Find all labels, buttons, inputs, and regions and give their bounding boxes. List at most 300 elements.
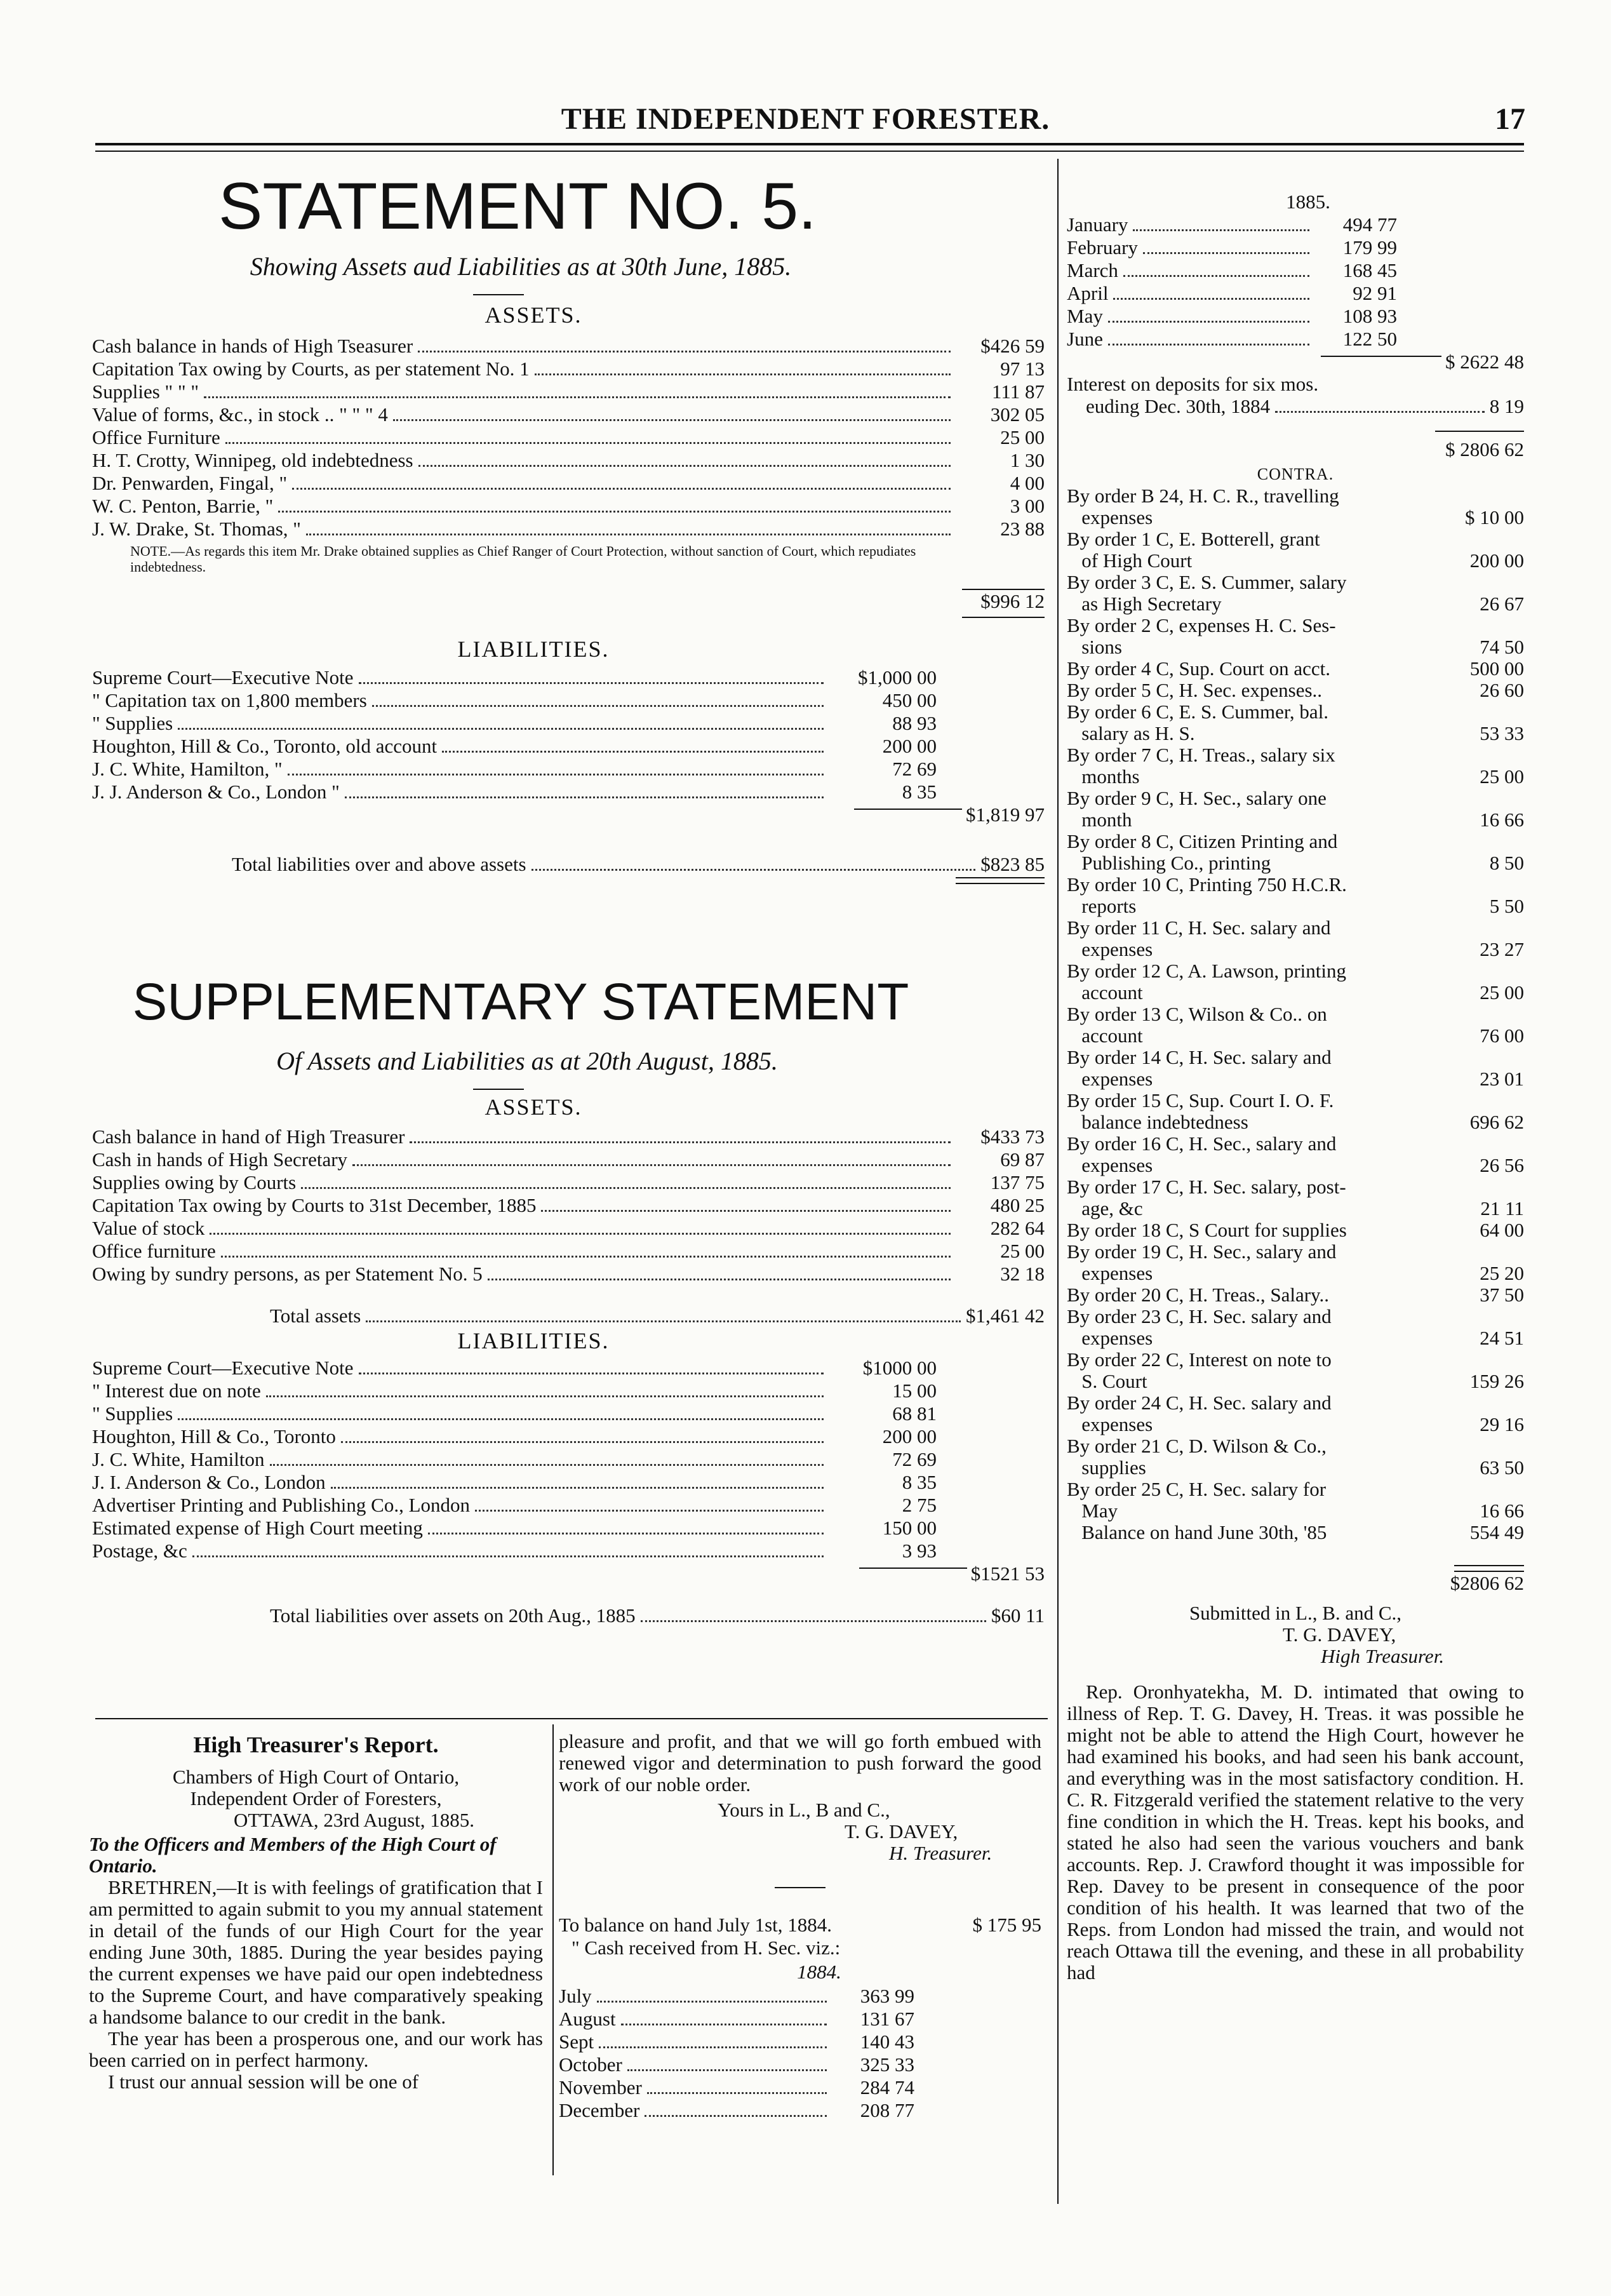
order-row	[1067, 982, 1524, 1004]
order-text: By order 24 C, H. Sec. salary and	[1067, 1392, 1332, 1414]
statement-5	[92, 168, 1045, 884]
statement-5-note: NOTE.—As regards this item Mr. Drake obtained supplies as Chief Ranger of Court Protection, without sanction of Court, which repudiates indebtedness.	[130, 543, 916, 575]
dot-leader	[1108, 321, 1309, 323]
supplementary-asset-row-amount: 480 25	[990, 1194, 1045, 1216]
order-row	[1067, 701, 1524, 723]
page-header-title: THE INDEPENDENT FORESTER.	[561, 102, 1050, 136]
order-row	[1067, 1479, 1524, 1500]
supplementary-asset-row-label: Cash balance in hand of High Treasurer	[92, 1125, 405, 1148]
supplementary-liability-row	[92, 1471, 1045, 1494]
supplementary-assets-list	[92, 1125, 1045, 1286]
supplementary-liability-row-label: " Supplies	[92, 1402, 173, 1425]
report-balance-label: To balance on hand July 1st, 1884.	[559, 1914, 832, 1936]
order-amount: 26 60	[1480, 679, 1524, 701]
order-amount	[1445, 1435, 1524, 1457]
supplementary-liability-row	[92, 1494, 1045, 1517]
supplementary-liability-row-label: Supreme Court—Executive Note	[92, 1357, 354, 1379]
order-row	[1067, 766, 1524, 788]
supplementary-asset-row-label: Owing by sundry persons, as per Statement No. 5	[92, 1263, 483, 1285]
receipts-month-row-amount: 108 93	[1342, 305, 1397, 327]
order-text: expenses	[1067, 1263, 1153, 1284]
header-rule	[95, 143, 1524, 145]
supplementary-asset-row-label: Office furniture	[92, 1240, 216, 1262]
order-amount: 37 50	[1480, 1284, 1524, 1306]
order-text: By order 6 C, E. S. Cummer, bal.	[1067, 701, 1329, 723]
supplementary-asset-row-amount: 137 75	[990, 1171, 1045, 1193]
receipts-subtotal: $ 2622 48	[1445, 351, 1524, 373]
receipts-interest-line-1: Interest on deposits for six mos.	[1067, 373, 1319, 395]
order-amount	[1445, 960, 1524, 982]
statement-5-asset-row-label: Office Furniture	[92, 426, 220, 448]
order-amount	[1445, 917, 1524, 939]
statement-5-asset-row-label: Value of forms, &c., in stock .. " " " 4	[92, 403, 388, 426]
dot-leader	[541, 1210, 951, 1212]
report-month-row-amount: 208 77	[860, 2099, 914, 2121]
supplementary-assets-total-label: Total assets	[270, 1305, 361, 1327]
order-amount	[1445, 1479, 1524, 1500]
order-row	[1067, 788, 1524, 809]
order-text: By order 14 C, H. Sec. salary and	[1067, 1047, 1332, 1068]
order-row	[1067, 1004, 1524, 1025]
statement-5-asset-row	[92, 358, 1045, 380]
order-amount: 23 01	[1480, 1068, 1524, 1090]
supplementary-liability-row-amount: 68 81	[892, 1402, 937, 1425]
order-row	[1067, 1241, 1524, 1263]
order-row	[1067, 593, 1524, 615]
statement-5-liability-row	[92, 666, 1045, 689]
dot-leader	[178, 728, 824, 730]
statement-5-asset-row-label: W. C. Penton, Barrie, "	[92, 495, 274, 517]
order-row	[1067, 1457, 1524, 1479]
supplementary-liability-row-label: Houghton, Hill & Co., Toronto	[92, 1425, 336, 1447]
supplementary-liability-row-label: Postage, &c	[92, 1540, 187, 1562]
report-column-1	[89, 1731, 543, 2093]
supplementary-liability-row-label: Estimated expense of High Court meeting	[92, 1517, 423, 1539]
statement-5-asset-row-amount: 4 00	[1010, 472, 1045, 494]
order-amount: 25 00	[1480, 765, 1524, 788]
order-row	[1067, 615, 1524, 636]
dot-leader	[1108, 344, 1309, 346]
order-text: By order 1 C, E. Botterell, grant	[1067, 528, 1320, 550]
order-amount	[1445, 1306, 1524, 1327]
column-divider	[1057, 159, 1059, 2204]
report-address-1: Chambers of High Court of Ontario,	[172, 1766, 460, 1788]
order-row	[1067, 485, 1524, 507]
supplementary-liability-row	[92, 1357, 1045, 1380]
statement-5-asset-row-label: J. W. Drake, St. Thomas, "	[92, 518, 301, 540]
order-amount: 64 00	[1480, 1219, 1524, 1241]
supplementary-liability-row-amount: $1000 00	[862, 1357, 937, 1379]
report-month-row	[559, 2099, 914, 2122]
statement-5-asset-row-label: H. T. Crotty, Winnipeg, old indebtedness	[92, 449, 413, 471]
order-row	[1067, 1263, 1524, 1284]
report-body-3: I trust our annual session will be one of	[108, 2071, 419, 2093]
receipts-column	[1067, 191, 1524, 1984]
order-row	[1067, 528, 1524, 550]
order-row	[1067, 852, 1524, 874]
dot-leader	[331, 1487, 824, 1489]
dot-leader	[599, 2046, 827, 2048]
statement-5-liability-row	[92, 735, 1045, 758]
dot-leader	[345, 796, 824, 798]
supplementary-liability-row-amount: 3 93	[902, 1540, 937, 1562]
order-row	[1067, 658, 1524, 680]
order-text: supplies	[1067, 1457, 1146, 1479]
order-amount	[1445, 1133, 1524, 1155]
supplementary-asset-row-amount: 69 87	[1000, 1148, 1045, 1171]
supplementary-asset-row	[92, 1171, 1045, 1194]
report-column-2	[559, 1731, 1041, 2122]
order-text: By order 17 C, H. Sec. salary, post-	[1067, 1176, 1346, 1198]
dot-leader	[270, 1464, 824, 1466]
dot-leader	[301, 1187, 951, 1189]
order-text: By order B 24, H. C. R., travelling	[1067, 485, 1339, 507]
order-text: salary as H. S.	[1067, 723, 1195, 744]
order-amount	[1445, 1241, 1524, 1263]
order-row	[1067, 1111, 1524, 1133]
order-amount: 554 49	[1469, 1521, 1524, 1543]
order-amount	[1445, 1047, 1524, 1068]
order-amount	[1445, 744, 1524, 766]
dot-leader	[1143, 252, 1309, 254]
short-rule	[775, 1887, 826, 1888]
order-amount: 26 67	[1480, 593, 1524, 615]
order-amount: 29 16	[1480, 1413, 1524, 1435]
dot-leader	[359, 682, 824, 684]
order-amount	[1445, 831, 1524, 852]
order-text: By order 16 C, H. Sec., salary and	[1067, 1133, 1337, 1155]
statement-5-liability-row	[92, 758, 1045, 781]
receipts-month-row	[1067, 259, 1397, 282]
total-rule	[1435, 431, 1524, 432]
supplementary-liability-row-amount: 15 00	[892, 1380, 937, 1402]
receipts-total: $ 2806 62	[1445, 438, 1524, 460]
order-row	[1067, 550, 1524, 572]
supplementary-asset-row	[92, 1125, 1045, 1148]
order-text: By order 7 C, H. Treas., salary six	[1067, 744, 1335, 766]
order-text: of High Court	[1067, 550, 1193, 572]
order-amount	[1445, 1349, 1524, 1371]
statement-5-asset-row-amount: 97 13	[1000, 358, 1045, 380]
dot-leader	[535, 373, 951, 375]
supplementary-asset-row-amount: 282 64	[990, 1217, 1045, 1239]
supplementary-liabilities-list	[92, 1357, 1045, 1562]
statement-5-liability-row	[92, 712, 1045, 735]
report-address-2: Independent Order of Foresters,	[190, 1787, 442, 1809]
order-row	[1067, 1327, 1524, 1349]
dot-leader	[645, 2115, 827, 2117]
dot-leader	[627, 2069, 827, 2071]
order-row	[1067, 572, 1524, 593]
statement-5-asset-row	[92, 449, 1045, 472]
supplementary-liability-row-label: Advertiser Printing and Publishing Co., London	[92, 1494, 471, 1516]
supplementary-liability-row-amount: 200 00	[882, 1425, 937, 1447]
order-text: By order 12 C, A. Lawson, printing	[1067, 960, 1346, 982]
order-row	[1067, 809, 1524, 831]
order-row	[1067, 831, 1524, 852]
dot-leader	[410, 1141, 951, 1143]
order-text: By order 19 C, H. Sec., salary and	[1067, 1241, 1337, 1263]
receipts-month-row-label: January	[1067, 213, 1128, 236]
double-rule	[1454, 1565, 1524, 1572]
receipts-months-list	[1067, 213, 1397, 351]
statement-5-asset-row	[92, 403, 1045, 426]
supplementary-asset-row	[92, 1263, 1045, 1286]
report-month-row	[559, 2008, 914, 2031]
supplementary-liability-row-amount: 8 35	[902, 1471, 937, 1493]
order-row	[1067, 1219, 1524, 1241]
receipts-signer-title: High Treasurer.	[1321, 1645, 1445, 1667]
order-text: expenses	[1067, 507, 1153, 528]
short-rule	[473, 1089, 524, 1090]
supplementary-liability-row	[92, 1448, 1045, 1471]
statement-5-liability-row-label: J. J. Anderson & Co., London "	[92, 781, 340, 803]
supplementary-asset-row-label: Capitation Tax owing by Courts to 31st December, 1885	[92, 1194, 537, 1216]
supplementary-assets-heading: ASSETS.	[485, 1094, 582, 1120]
report-month-row-label: Sept	[559, 2031, 594, 2053]
order-row	[1067, 1090, 1524, 1111]
supplementary-excess-label: Total liabilities over assets on 20th Aug., 1885	[270, 1604, 636, 1627]
report-address-3: OTTAWA, 23rd August, 1885.	[233, 1809, 475, 1831]
supplementary-title: SUPPLEMENTARY STATEMENT	[132, 973, 909, 1031]
dot-leader	[204, 396, 951, 398]
order-text: balance indebtedness	[1067, 1111, 1248, 1133]
report-signer-title: H. Treasurer.	[889, 1842, 993, 1864]
order-row	[1067, 680, 1524, 701]
supplementary-liabilities-total: $1521 53	[970, 1562, 1045, 1585]
statement-5-excess-amount: $823 85	[980, 853, 1045, 875]
dot-leader	[393, 419, 951, 421]
receipts-month-row-amount: 92 91	[1353, 282, 1397, 304]
supplementary-liability-row	[92, 1425, 1045, 1448]
supplementary-statement	[92, 972, 1045, 1627]
order-text: By order 23 C, H. Sec. salary and	[1067, 1306, 1332, 1327]
order-text: By order 4 C, Sup. Court on acct.	[1067, 658, 1331, 680]
order-text: account	[1067, 1025, 1143, 1047]
statement-5-excess-label: Total liabilities over and above assets	[232, 853, 526, 875]
order-amount	[1445, 874, 1524, 896]
order-amount	[1445, 1004, 1524, 1025]
order-text: By order 18 C, S Court for supplies	[1067, 1219, 1347, 1241]
order-row	[1067, 1176, 1524, 1198]
statement-5-liability-row-label: " Capitation tax on 1,800 members	[92, 689, 367, 711]
order-row	[1067, 1068, 1524, 1090]
supplementary-liability-row-label: J. I. Anderson & Co., London	[92, 1471, 326, 1493]
report-month-row	[559, 2076, 914, 2099]
receipts-orders-list	[1067, 485, 1524, 1543]
receipts-month-row-label: March	[1067, 259, 1118, 281]
receipts-month-row	[1067, 305, 1397, 328]
order-row	[1067, 1500, 1524, 1522]
order-text: reports	[1067, 896, 1137, 917]
statement-5-liability-row-amount: 8 35	[902, 781, 937, 803]
supplementary-liability-row-label: " Interest due on note	[92, 1380, 261, 1402]
report-month-row-label: November	[559, 2076, 642, 2098]
statement-5-liability-row-amount: 72 69	[892, 758, 937, 780]
dot-leader	[1133, 229, 1309, 231]
report-col2-body: pleasure and profit, and that we will go forth embued with renewed vigor and determination to push forward the good work of our noble order.	[559, 1730, 1041, 1796]
report-heading: High Treasurer's Report.	[193, 1732, 439, 1757]
order-text: May	[1067, 1500, 1118, 1522]
order-amount	[1445, 788, 1524, 809]
supplementary-excess-amount: $60 11	[991, 1604, 1045, 1627]
statement-5-liabilities-list	[92, 666, 1045, 803]
dot-leader	[359, 1373, 824, 1374]
dot-leader	[597, 2001, 827, 2003]
statement-5-liability-row-label: " Supplies	[92, 712, 173, 734]
dot-leader	[210, 1233, 951, 1235]
statement-5-asset-row-label: Cash balance in hands of High Tseasurer	[92, 335, 413, 357]
dot-leader	[647, 2092, 827, 2094]
order-row	[1067, 1284, 1524, 1306]
order-text: age, &c	[1067, 1198, 1143, 1219]
order-row	[1067, 1198, 1524, 1219]
order-text: By order 9 C, H. Sec., salary one	[1067, 788, 1327, 809]
report-months-list	[559, 1985, 914, 2122]
order-text: By order 2 C, expenses H. C. Ses-	[1067, 615, 1336, 636]
report-month-row-label: July	[559, 1985, 592, 2007]
statement-5-liability-row-amount: 200 00	[882, 735, 937, 757]
order-row	[1067, 1414, 1524, 1435]
receipts-signer: T. G. DAVEY,	[1283, 1623, 1396, 1646]
statement-5-asset-row	[92, 426, 1045, 449]
order-text: By order 13 C, Wilson & Co.. on	[1067, 1004, 1327, 1025]
dot-leader	[266, 1395, 824, 1397]
statement-5-asset-row-amount: 3 00	[1010, 495, 1045, 517]
report-month-row	[559, 2053, 914, 2076]
order-amount: 63 50	[1480, 1456, 1524, 1479]
order-amount: 200 00	[1469, 549, 1524, 572]
supplementary-liability-row	[92, 1517, 1045, 1540]
statement-5-liability-row-label: J. C. White, Hamilton, "	[92, 758, 283, 780]
order-row	[1067, 1306, 1524, 1327]
header-rule-2	[95, 151, 1524, 152]
order-amount	[1445, 1176, 1524, 1198]
statement-5-asset-row	[92, 380, 1045, 403]
order-row	[1067, 896, 1524, 917]
statement-5-asset-row-amount: 1 30	[1010, 449, 1045, 471]
order-text: month	[1067, 809, 1132, 831]
report-month-row-label: August	[559, 2008, 616, 2030]
dot-leader	[192, 1555, 824, 1557]
statement-5-asset-row	[92, 335, 1045, 358]
dot-leader	[221, 1256, 951, 1258]
order-text: By order 11 C, H. Sec. salary and	[1067, 917, 1331, 939]
order-amount	[1445, 701, 1524, 723]
order-amount: 8 50	[1489, 852, 1524, 874]
receipts-month-row-label: April	[1067, 282, 1109, 304]
order-row	[1067, 1349, 1524, 1371]
order-text: sions	[1067, 636, 1122, 658]
order-row	[1067, 723, 1524, 744]
receipts-month-row	[1067, 236, 1397, 259]
receipts-month-row-amount: 179 99	[1342, 236, 1397, 258]
supplementary-asset-row	[92, 1217, 1045, 1240]
receipts-final-total: $2806 62	[1450, 1572, 1524, 1594]
order-amount: 25 00	[1480, 981, 1524, 1004]
report-cash-label: " Cash received from H. Sec. viz.:	[572, 1937, 841, 1959]
statement-5-asset-row-label: Capitation Tax owing by Courts, as per statement No. 1	[92, 358, 530, 380]
order-text: By order 25 C, H. Sec. salary for	[1067, 1479, 1327, 1500]
dot-leader	[278, 511, 951, 513]
dot-leader	[488, 1279, 951, 1280]
report-month-row-amount: 325 33	[860, 2053, 914, 2076]
statement-5-liability-row-amount: 88 93	[892, 712, 937, 734]
supplementary-assets-total: $1,461 42	[966, 1305, 1045, 1327]
report-month-row-amount: 140 43	[860, 2031, 914, 2053]
order-row	[1067, 1047, 1524, 1068]
supplementary-liability-row	[92, 1402, 1045, 1425]
dot-leader	[418, 465, 951, 467]
order-text: By order 15 C, Sup. Court I. O. F.	[1067, 1090, 1334, 1111]
statement-5-title: STATEMENT NO. 5.	[218, 170, 817, 243]
double-rule	[956, 877, 1045, 884]
receipts-year: 1885.	[1286, 191, 1330, 213]
report-year: 1884.	[797, 1961, 841, 1983]
receipts-month-row-amount: 122 50	[1342, 328, 1397, 350]
supplementary-liability-row	[92, 1380, 1045, 1402]
short-rule	[473, 294, 524, 295]
dot-leader	[418, 351, 951, 352]
statement-5-liabilities-total: $1,819 97	[966, 803, 1045, 826]
order-text: S. Court	[1067, 1371, 1147, 1392]
order-row	[1067, 1025, 1524, 1047]
statement-5-liability-row	[92, 781, 1045, 803]
report-salutation: To the Officers and Members of the High Court of Ontario.	[89, 1833, 497, 1877]
order-row	[1067, 1133, 1524, 1155]
order-amount: 16 66	[1480, 1500, 1524, 1522]
order-text: as High Secretary	[1067, 593, 1222, 615]
order-text: By order 10 C, Printing 750 H.C.R.	[1067, 874, 1347, 896]
order-amount: 696 62	[1469, 1111, 1524, 1133]
order-text: By order 5 C, H. Sec. expenses..	[1067, 680, 1323, 701]
supplementary-liability-row-amount: 2 75	[902, 1494, 937, 1516]
report-month-row-amount: 363 99	[860, 1985, 914, 2007]
report-month-row-label: October	[559, 2053, 622, 2076]
report-balance-amount: $ 175 95	[972, 1914, 1041, 1936]
statement-5-asset-row	[92, 518, 1045, 540]
statement-5-liability-row-amount: 450 00	[882, 689, 937, 711]
supplementary-asset-row-amount: 32 18	[1000, 1263, 1045, 1285]
receipts-contra: CONTRA.	[1257, 465, 1334, 483]
dot-leader	[352, 1164, 951, 1166]
order-text: expenses	[1067, 1155, 1153, 1176]
order-amount: 53 33	[1480, 722, 1524, 744]
receipts-month-row-amount: 168 45	[1342, 259, 1397, 281]
statement-5-asset-row-label: Supplies " " "	[92, 380, 199, 403]
statement-5-liabilities-heading: LIABILITIES.	[457, 636, 610, 662]
order-row	[1067, 939, 1524, 960]
dot-leader	[292, 488, 951, 490]
supplementary-asset-row-label: Cash in hands of High Secretary	[92, 1148, 348, 1171]
supplementary-asset-row-label: Supplies owing by Courts	[92, 1171, 297, 1193]
receipts-month-row	[1067, 328, 1397, 351]
report-month-row	[559, 2031, 914, 2053]
order-amount: 16 66	[1480, 809, 1524, 831]
order-text: By order 22 C, Interest on note to	[1067, 1349, 1332, 1371]
order-amount	[1445, 1392, 1524, 1414]
dot-leader	[475, 1510, 824, 1512]
supplementary-subtitle: Of Assets and Liabilities as at 20th August, 1885.	[276, 1047, 778, 1075]
order-amount: 23 27	[1480, 938, 1524, 960]
order-amount	[1445, 572, 1524, 593]
order-amount: 5 50	[1489, 895, 1524, 917]
dot-leader	[428, 1533, 824, 1534]
order-row	[1067, 1371, 1524, 1392]
right-bottom-text: Rep. Oronhyatekha, M. D. intimated that owing to illness of Rep. T. G. Davey, H. Treas. it was possible he might not be able to attend the High Court, however he had examined his books, and had seen his bank account, and everything was in the most satisfactory condition. H. C. R. Fitzgerald verified the statement relative to the very fine condition in which the H. Treas. kept his books, and stated he also had seen the various vouchers and bank accounts. Rep. J. Crawford thought it was impossible for Rep. Davey to be present in consequence of the poor condition of his health. It was learned that two of the Reps. from London had missed the train, and would not reach Ottawa till the evening, and these in all probability had	[1067, 1681, 1524, 1984]
order-text: account	[1067, 982, 1143, 1004]
statement-5-asset-row-amount: $426 59	[980, 335, 1045, 357]
